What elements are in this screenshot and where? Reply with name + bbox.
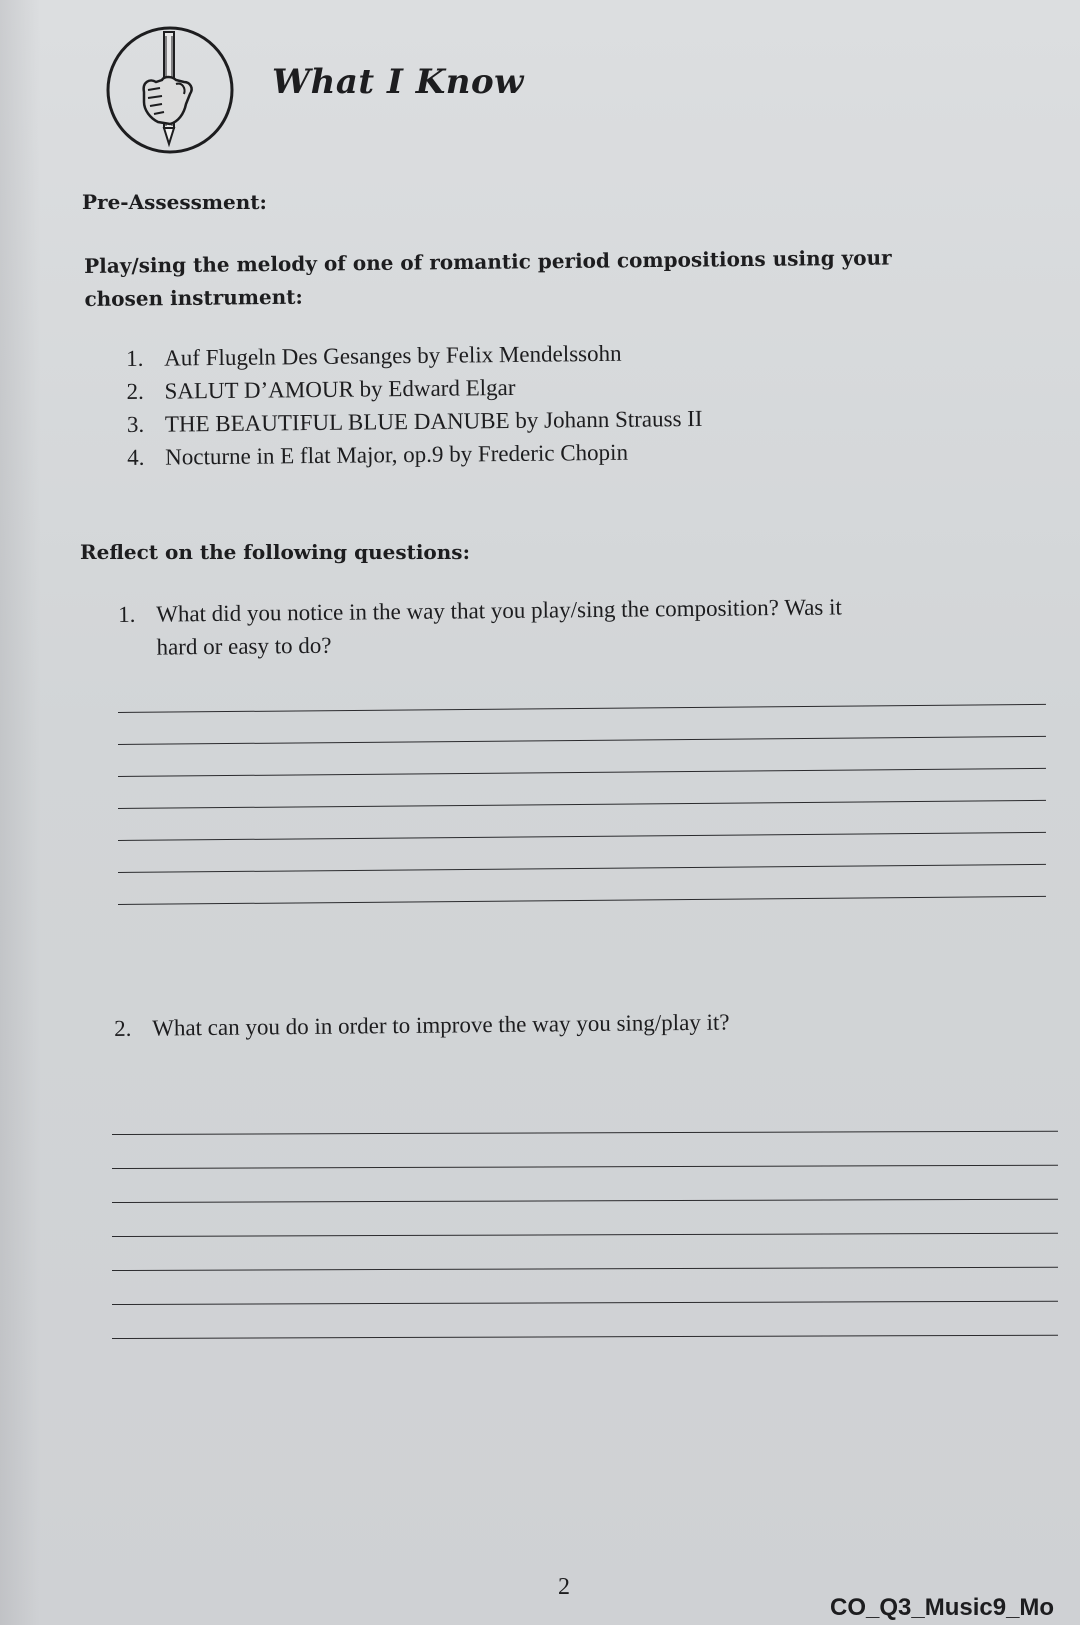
list-number: 2. (126, 378, 144, 404)
instruction-line: chosen instrument: (84, 284, 303, 311)
answer-line[interactable] (112, 1165, 1058, 1169)
answer-line[interactable] (118, 704, 1046, 713)
answer-line[interactable] (112, 1199, 1058, 1203)
question-1 (118, 590, 842, 664)
answer-line[interactable] (112, 1301, 1058, 1305)
question-number: 2. (114, 1015, 132, 1041)
pre-assessment-instruction (84, 241, 985, 316)
composition-list (126, 336, 703, 474)
list-number: 4. (127, 444, 145, 470)
question-2 (114, 1006, 730, 1045)
answer-line[interactable] (118, 768, 1046, 777)
answer-line[interactable] (118, 864, 1046, 873)
page-number: 2 (558, 1574, 570, 1600)
answer-line[interactable] (112, 1233, 1058, 1237)
composition-title: THE BEAUTIFUL BLUE DANUBE by Johann Strauss II (164, 405, 703, 437)
instruction-line: Play/sing the melody of one of romantic period compositions using your (84, 245, 892, 278)
composition-title: Nocturne in E flat Major, op.9 by Frederic Chopin (165, 439, 629, 470)
list-number: 1. (126, 345, 144, 371)
question-text: hard or easy to do? (156, 632, 332, 660)
answer-line[interactable] (118, 832, 1046, 841)
answer-line[interactable] (112, 1335, 1058, 1339)
list-item (126, 336, 702, 375)
answer-line[interactable] (118, 736, 1046, 745)
composition-title: Auf Flugeln Des Gesanges by Felix Mendelssohn (164, 340, 622, 371)
hand-pencil-icon (100, 26, 240, 154)
answer-line[interactable] (112, 1131, 1058, 1135)
answer-line[interactable] (118, 800, 1046, 809)
list-item (127, 435, 703, 474)
composition-title: SALUT D’AMOUR by Edward Elgar (164, 374, 516, 404)
question-text: What can you do in order to improve the way you sing/play it? (152, 1009, 730, 1041)
section-title: What I Know (272, 62, 524, 102)
question-number: 1. (118, 601, 136, 627)
module-code: CO_Q3_Music9_Mo (830, 1594, 1055, 1621)
pre-assessment-label: Pre-Assessment: (82, 190, 267, 214)
answer-line[interactable] (118, 896, 1046, 905)
page-shadow (0, 0, 40, 1625)
list-number: 3. (126, 411, 145, 437)
question-text: What did you notice in the way that you play/sing the composition? Was it (156, 594, 842, 627)
answer-line[interactable] (112, 1267, 1058, 1271)
reflect-label: Reflect on the following questions: (80, 540, 470, 564)
